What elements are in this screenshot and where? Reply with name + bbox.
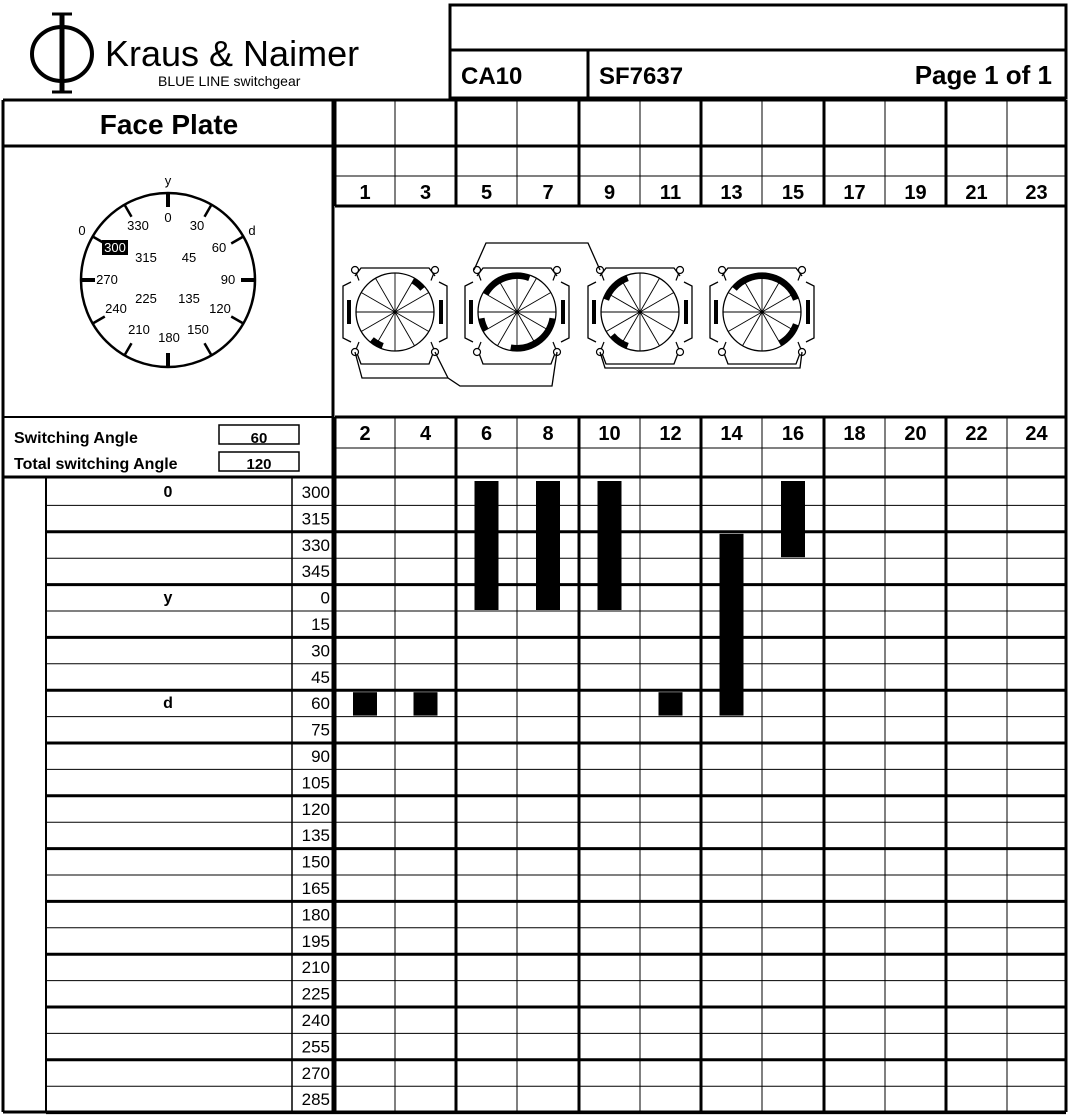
terminal-top-3: 3 — [419, 182, 432, 204]
table-row — [46, 747, 1066, 769]
dial-axis-y: y — [164, 173, 172, 188]
position-angle: 345 — [301, 562, 330, 582]
dial-axis-0: 0 — [78, 223, 86, 238]
dial-label-330: 330 — [127, 218, 149, 233]
position-angle: 90 — [311, 747, 330, 766]
terminal-top-13: 13 — [720, 182, 743, 204]
contact-bar — [781, 481, 805, 557]
terminal-bottom-4: 4 — [419, 423, 432, 445]
table-row — [46, 800, 1066, 822]
switching-angle-label: Switching Angle — [14, 430, 138, 447]
table-row — [46, 641, 1066, 663]
terminal-bottom-10: 10 — [598, 423, 621, 445]
face-plate-dial — [78, 173, 255, 367]
dial-axis-d: d — [248, 223, 256, 238]
contact-bar — [659, 692, 683, 715]
terminal-top-15: 15 — [781, 182, 805, 204]
contact-bar — [353, 692, 377, 715]
contact-wheel-2 — [465, 267, 569, 365]
page-label: Page 1 of 1 — [914, 60, 1052, 90]
dial-label-45: 45 — [181, 250, 197, 265]
contact-bar — [414, 692, 438, 715]
terminal-top-9: 9 — [603, 182, 616, 204]
dial-label-210: 210 — [128, 322, 150, 337]
position-angle: 75 — [311, 720, 330, 740]
table-row — [46, 826, 1066, 848]
table-row — [46, 721, 1066, 743]
dial-label-0: 0 — [164, 210, 172, 225]
contact-bar — [598, 481, 622, 610]
position-angle: 255 — [301, 1037, 330, 1057]
contact-bar — [720, 534, 744, 716]
dial-label-225: 225 — [135, 291, 157, 306]
position-angle: 285 — [301, 1090, 330, 1110]
terminal-top-7: 7 — [542, 182, 554, 204]
dial-label-150: 150 — [187, 322, 209, 337]
position-angle: 150 — [301, 852, 330, 872]
table-row — [46, 985, 1066, 1007]
table-row — [46, 1064, 1066, 1086]
position-angle: 135 — [301, 826, 330, 846]
dial-label-30: 30 — [189, 218, 205, 233]
type-code: CA10 — [461, 63, 523, 90]
total-angle-value: 120 — [246, 456, 272, 473]
table-frame — [3, 100, 1066, 1112]
position-angle: 180 — [301, 905, 330, 925]
drawing-number: SF7637 — [599, 63, 684, 90]
dial-label-180: 180 — [158, 330, 180, 345]
position-angle: 225 — [301, 984, 330, 1004]
table-row — [46, 668, 1066, 690]
terminal-bottom-24: 24 — [1025, 423, 1048, 445]
brand-subtitle: BLUE LINE switchgear — [158, 73, 301, 89]
wiring-diagram — [343, 243, 814, 386]
face-plate-title: Face Plate — [99, 109, 239, 140]
total-angle-label: Total switching Angle — [14, 456, 178, 473]
terminal-bottom-22: 22 — [965, 423, 988, 445]
position-angle: 105 — [301, 773, 330, 793]
table-row — [46, 615, 1066, 637]
position-angle: 240 — [301, 1011, 330, 1030]
brand-name: Kraus & Naimer — [105, 33, 360, 74]
terminal-bottom-14: 14 — [720, 423, 743, 445]
table-row — [46, 905, 1066, 927]
position-angle: 165 — [301, 879, 330, 898]
position-angle: 60 — [311, 694, 330, 714]
table-row — [46, 1037, 1066, 1059]
dial-label-90: 90 — [220, 272, 236, 287]
terminal-bottom-12: 12 — [659, 423, 682, 445]
position-angle: 330 — [301, 535, 330, 555]
terminal-top-17: 17 — [843, 182, 866, 204]
terminal-top-5: 5 — [480, 182, 493, 204]
terminal-top-1: 1 — [359, 182, 371, 204]
terminal-top-19: 19 — [904, 182, 927, 204]
position-angle: 270 — [301, 1063, 330, 1083]
logo — [32, 14, 92, 92]
terminal-top-11: 11 — [659, 182, 682, 204]
table-row — [46, 958, 1066, 980]
position-label: y — [163, 589, 173, 607]
terminal-bottom-8: 8 — [542, 423, 554, 445]
switching-angle-value: 60 — [250, 430, 268, 447]
position-angle: 15 — [311, 615, 330, 634]
terminal-bottom-16: 16 — [781, 423, 805, 445]
contact-bar — [475, 481, 499, 610]
position-angle: 210 — [301, 958, 330, 978]
dial-label-selected: 300 — [104, 240, 126, 255]
contact-wheel-1 — [343, 267, 447, 365]
terminal-top-23: 23 — [1025, 182, 1048, 204]
terminal-bottom-20: 20 — [904, 423, 927, 445]
position-angle: 30 — [311, 641, 330, 661]
dial-label-315: 315 — [135, 250, 157, 265]
table-row — [46, 853, 1066, 875]
dial-label-60: 60 — [211, 240, 227, 255]
table-row — [46, 1011, 1066, 1033]
position-angle: 195 — [301, 931, 330, 951]
table-row — [46, 773, 1066, 795]
dial-label-270: 270 — [96, 272, 118, 287]
table-row — [46, 1090, 1066, 1112]
contact-bar — [536, 481, 560, 610]
dial-label-135: 135 — [178, 291, 200, 306]
table-row — [46, 879, 1066, 901]
terminal-numbers-top — [359, 182, 1047, 204]
position-angle: 120 — [301, 799, 330, 819]
dial-label-240: 240 — [105, 301, 127, 316]
position-angle: 45 — [311, 667, 330, 687]
terminal-bottom-2: 2 — [359, 423, 371, 445]
terminal-bottom-18: 18 — [843, 423, 866, 445]
position-label: d — [163, 695, 173, 713]
table-row — [46, 694, 1066, 716]
dial-label-120: 120 — [209, 301, 231, 316]
terminal-bottom-6: 6 — [480, 423, 493, 445]
position-angle: 315 — [301, 509, 330, 529]
contact-wheel-3 — [588, 267, 692, 365]
position-angle: 300 — [301, 483, 330, 502]
terminal-top-21: 21 — [965, 182, 988, 204]
contact-wheel-4 — [710, 267, 814, 365]
position-label: 0 — [163, 484, 173, 501]
position-angle: 0 — [320, 588, 330, 608]
table-row — [46, 932, 1066, 954]
